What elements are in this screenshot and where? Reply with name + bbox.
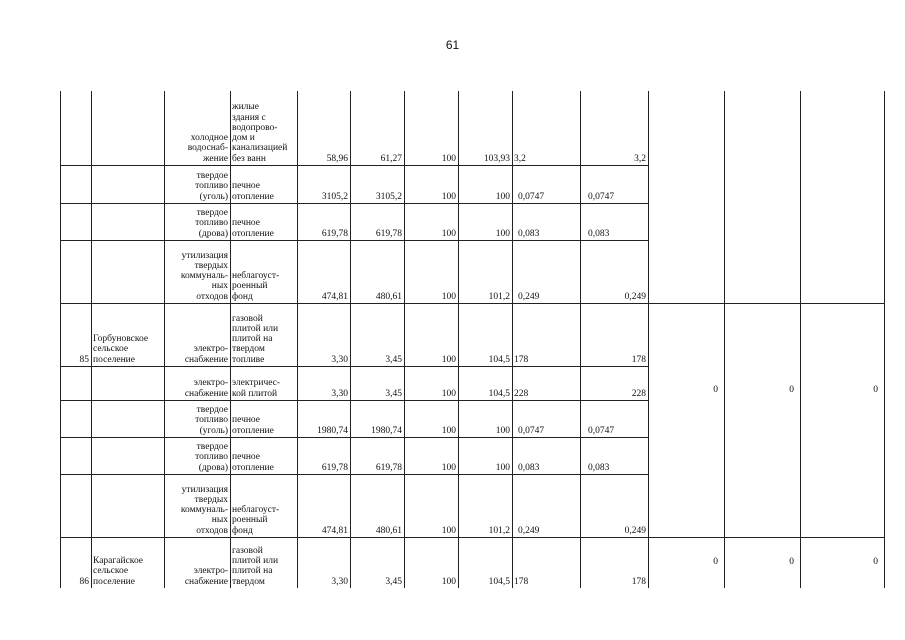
table-cell-v1: 58,96 (326, 153, 348, 164)
table-cell-v2: 480,61 (375, 525, 402, 536)
table-cell-num: 85 (79, 354, 89, 365)
table-cell-p2: 103,93 (483, 153, 510, 164)
table-row-divider (60, 303, 648, 304)
table-cell-t1: 3,2 (514, 153, 526, 164)
table-cell-type: печное отопление (232, 415, 274, 436)
table-column-divider (458, 91, 459, 588)
table-cell-type: электричес- кой плитой (232, 378, 281, 399)
table-column-divider (230, 91, 231, 588)
table-cell-t1: 178 (514, 576, 529, 587)
table-cell-v2: 3,45 (385, 354, 402, 365)
table-cell-v2: 480,61 (375, 291, 402, 302)
table-cell-p1: 100 (441, 525, 456, 536)
table-cell-p1: 100 (441, 191, 456, 202)
table-cell-v2: 619,78 (375, 462, 402, 473)
table-cell-t2: 178 (631, 354, 646, 365)
table-row-divider (60, 165, 648, 166)
table-cell-service: твердое топливо (дрова) (195, 208, 228, 239)
table-cell-p1: 100 (441, 354, 456, 365)
table-cell-v1: 3,30 (331, 576, 348, 587)
table-row-divider (60, 437, 648, 438)
table-cell-v2: 3,45 (385, 388, 402, 399)
table-row-divider (60, 474, 648, 475)
table-cell-p2: 101,2 (488, 525, 510, 536)
table-cell-type: газовой плитой или плитой на твердом (232, 545, 279, 587)
table-row-divider (60, 203, 648, 204)
table-cell-t2: 3,2 (634, 153, 646, 164)
table-cell-p2: 104,5 (488, 388, 510, 399)
table-block-divider (648, 303, 884, 304)
table-column-divider (724, 91, 725, 588)
table-cell-t2: 0,083 (588, 228, 610, 239)
table-row-divider (60, 400, 648, 401)
table-cell-t2: 0,249 (624, 525, 646, 536)
table-column-divider (297, 91, 298, 588)
table-cell-t1: 0,249 (518, 291, 540, 302)
table-cell-v1: 474,81 (321, 525, 348, 536)
table-cell-p2: 100 (495, 228, 510, 239)
table-row-divider (60, 240, 648, 241)
table-cell-t1: 178 (514, 354, 529, 365)
table-cell-v1: 3105,2 (321, 191, 348, 202)
merged-value: 0 (789, 385, 794, 395)
table-column-divider (648, 91, 649, 588)
table-cell-t1: 0,083 (518, 462, 540, 473)
table-cell-t2: 0,0747 (588, 425, 615, 436)
table-cell-p1: 100 (441, 228, 456, 239)
table-cell-v2: 61,27 (380, 153, 402, 164)
merged-value: 0 (873, 385, 878, 395)
table-cell-p1: 100 (441, 462, 456, 473)
table-cell-service: утилизация твердых коммуналь- ных отходов (180, 250, 228, 302)
table-cell-service: твердое топливо (уголь) (195, 171, 228, 202)
table-cell-t1: 0,0747 (518, 425, 545, 436)
table-cell-settlement: Карагайское сельское поселение (93, 556, 144, 587)
table-column-divider (91, 91, 92, 588)
merged-value: 0 (873, 557, 878, 567)
table-cell-t1: 0,083 (518, 228, 540, 239)
merged-value: 0 (789, 557, 794, 567)
table-cell-v1: 1980,74 (317, 425, 348, 436)
table-column-divider (60, 91, 61, 588)
table-cell-type: неблагоуст- роенный фонд (232, 505, 280, 536)
table-column-divider (884, 91, 885, 588)
table-cell-type: печное отопление (232, 452, 274, 473)
table-cell-type: неблагоуст- роенный фонд (232, 271, 280, 302)
table-cell-p1: 100 (441, 291, 456, 302)
table-block-divider (648, 537, 884, 538)
table-column-divider (580, 91, 581, 588)
table-cell-v2: 1980,74 (371, 425, 402, 436)
table-cell-service: твердое топливо (уголь) (195, 405, 228, 436)
table-cell-service: электро- снабжение (184, 344, 228, 365)
table-cell-t2: 228 (631, 388, 646, 399)
table-cell-v1: 619,78 (321, 462, 348, 473)
table-cell-type: газовой плитой или плитой на твердом топливе (232, 313, 279, 365)
table-cell-v1: 474,81 (321, 291, 348, 302)
table-cell-v1: 3,30 (331, 354, 348, 365)
table-cell-service: электро- снабжение (184, 378, 228, 399)
table-cell-p2: 100 (495, 425, 510, 436)
table-cell-t2: 0,249 (624, 291, 646, 302)
table-cell-t2: 178 (631, 576, 646, 587)
table-cell-p1: 100 (441, 153, 456, 164)
table-column-divider (512, 91, 513, 588)
table-cell-v1: 3,30 (331, 388, 348, 399)
table-cell-service: твердое топливо (дрова) (195, 442, 228, 473)
table-cell-p1: 100 (441, 425, 456, 436)
table-cell-p1: 100 (441, 388, 456, 399)
table-cell-p1: 100 (441, 576, 456, 587)
table-cell-num: 86 (79, 576, 89, 587)
table-cell-t2: 0,0747 (588, 191, 615, 202)
table-cell-v1: 619,78 (321, 228, 348, 239)
table-cell-settlement: Горбуновское сельское поселение (93, 334, 149, 365)
table-cell-p2: 101,2 (488, 291, 510, 302)
table-cell-p2: 104,5 (488, 576, 510, 587)
table-cell-t1: 0,0747 (518, 191, 545, 202)
table-cell-type: жилые здания с водопрово- дом и канализацией без ванн (232, 102, 288, 164)
table-cell-service: холодное водоснаб- жение (187, 133, 228, 164)
table-cell-p2: 100 (495, 462, 510, 473)
table-cell-service: утилизация твердых коммуналь- ных отходов (180, 484, 228, 536)
table-cell-t2: 0,083 (588, 462, 610, 473)
table-row-divider (60, 366, 648, 367)
table-cell-t1: 0,249 (518, 525, 540, 536)
table-cell-type: печное отопление (232, 181, 274, 202)
table-cell-v2: 3105,2 (375, 191, 402, 202)
table-cell-p2: 104,5 (488, 354, 510, 365)
table-cell-service: электро- снабжение (184, 566, 228, 587)
table-row-divider (60, 537, 648, 538)
merged-value: 0 (713, 385, 718, 395)
table-cell-v2: 3,45 (385, 576, 402, 587)
table-column-divider (350, 91, 351, 588)
merged-value: 0 (713, 557, 718, 567)
table-cell-v2: 619,78 (375, 228, 402, 239)
table-column-divider (800, 91, 801, 588)
page-number: 61 (445, 38, 460, 52)
table-cell-p2: 100 (495, 191, 510, 202)
table-column-divider (404, 91, 405, 588)
table-cell-t1: 228 (514, 388, 529, 399)
table-column-divider (164, 91, 165, 588)
table-cell-type: печное отопление (232, 218, 274, 239)
